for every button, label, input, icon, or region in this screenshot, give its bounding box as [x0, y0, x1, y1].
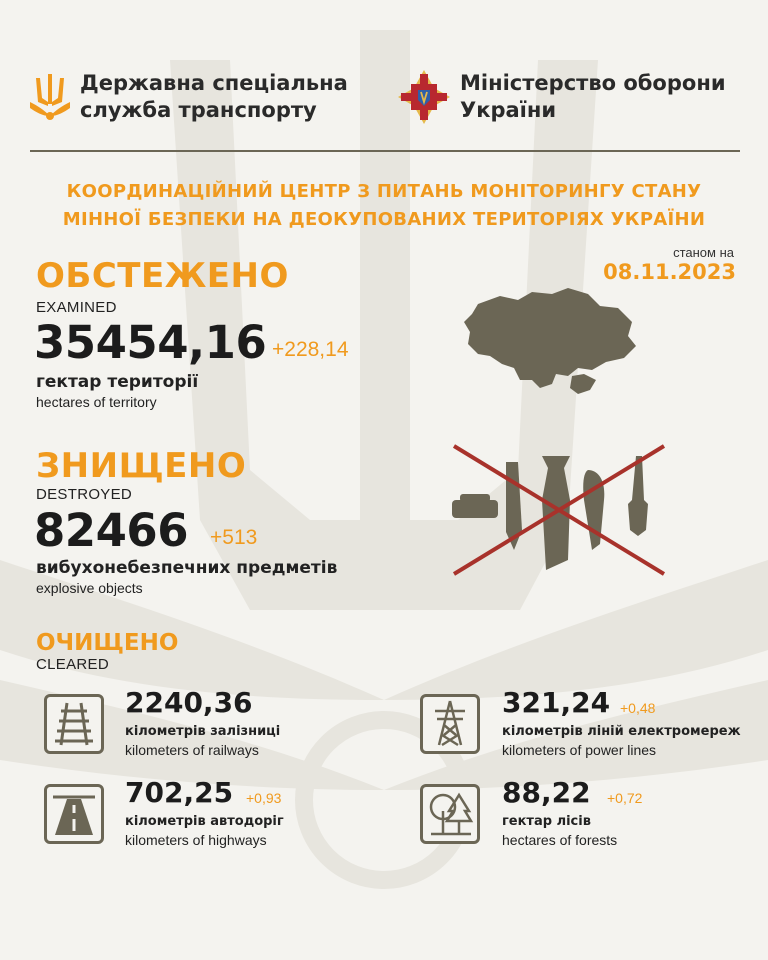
as-of-date: 08.11.2023	[603, 260, 736, 284]
power-lines-delta: +0,48	[620, 700, 656, 716]
org-right-line2: України	[460, 98, 557, 122]
destroyed-heading: ЗНИЩЕНО	[36, 446, 247, 486]
as-of-label: станом на	[673, 245, 734, 260]
forests-unit-en: hectares of forests	[502, 832, 618, 848]
power-lines-value: 321,24	[502, 686, 611, 719]
org-right-line1: Міністерство оборони	[460, 71, 726, 95]
forests-delta: +0,72	[607, 790, 643, 806]
destroyed-unit-ua: вибухонебезпечних предметів	[36, 558, 338, 578]
highways-value: 702,25	[125, 776, 234, 809]
title-line1: КООРДИНАЦІЙНИЙ ЦЕНТР З ПИТАНЬ МОНІТОРИНГУ СТАНУ	[66, 181, 702, 202]
forests-unit-ua: гектар лісів	[502, 814, 591, 829]
crossed-explosives-icon	[440, 440, 670, 580]
destroyed-heading-en: DESTROYED	[36, 486, 133, 503]
destroyed-unit-en: explosive objects	[36, 580, 143, 596]
header-divider	[30, 150, 740, 152]
destroyed-value: 82466	[34, 504, 189, 557]
power-line-icon	[420, 694, 480, 754]
examined-delta: +228,14	[272, 338, 349, 361]
railways-value: 2240,36	[125, 686, 253, 719]
power-lines-unit-ua: кілометрів ліній електромереж	[502, 724, 741, 739]
railways-unit-ua: кілометрів залізниці	[125, 724, 281, 739]
forests-value: 88,22	[502, 776, 591, 809]
forest-icon	[420, 784, 480, 844]
examined-unit-en: hectares of territory	[36, 394, 157, 410]
cleared-heading-en: CLEARED	[36, 656, 109, 673]
highways-unit-en: kilometers of highways	[125, 832, 267, 848]
org-left-line2: служба транспорту	[80, 98, 317, 122]
railways-unit-en: kilometers of railways	[125, 742, 259, 758]
highways-delta: +0,93	[246, 790, 282, 806]
org-left-line1: Державна спеціальна	[80, 71, 348, 95]
ukraine-map-icon	[460, 284, 640, 404]
railway-icon	[44, 694, 104, 754]
highways-unit-ua: кілометрів автодоріг	[125, 814, 284, 829]
examined-unit-ua: гектар території	[36, 372, 199, 392]
examined-value: 35454,16	[34, 316, 267, 369]
cleared-heading: ОЧИЩЕНО	[36, 630, 179, 656]
title-line2: МІННОЇ БЕЗПЕКИ НА ДЕОКУПОВАНИХ ТЕРИТОРІЯХ УКРАЇНИ	[62, 209, 706, 230]
dsst-logo	[28, 72, 72, 122]
power-lines-unit-en: kilometers of power lines	[502, 742, 657, 758]
destroyed-delta: +513	[210, 526, 258, 549]
examined-heading: ОБСТЕЖЕНО	[36, 256, 289, 296]
examined-heading-en: EXAMINED	[36, 299, 117, 316]
mod-emblem	[398, 70, 450, 124]
highway-icon	[44, 784, 104, 844]
